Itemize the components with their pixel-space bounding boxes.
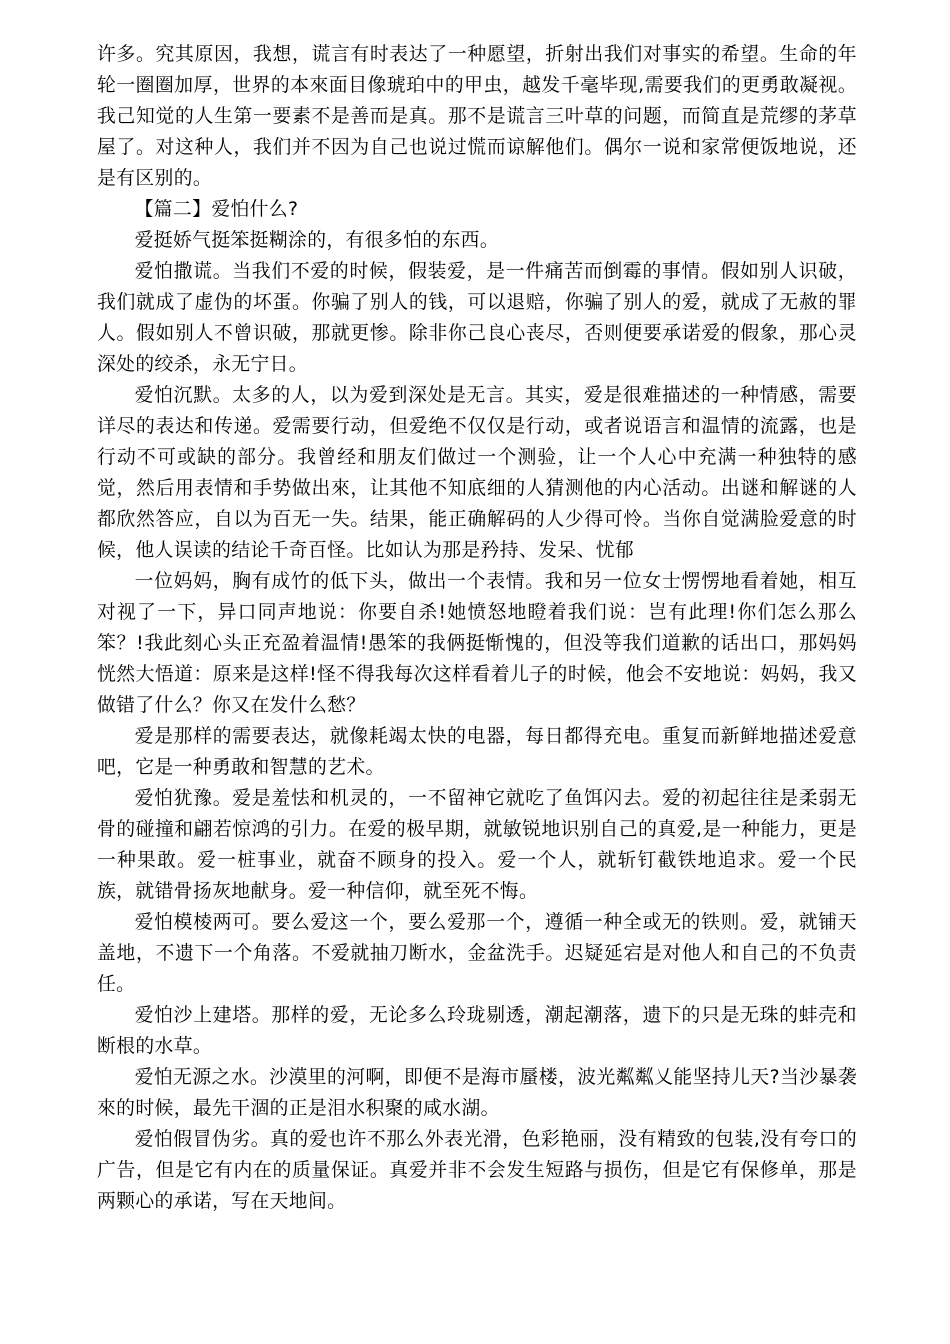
paragraph: 爱挺娇气挺笨挺糊涂的，有很多怕的东西。 xyxy=(134,230,500,251)
paragraph: 一位妈妈，胸有成竹的低下头，做出一个表情。我和另一位女士愣愣地看着她，相互对视了一下，异口同声地说：你要自杀!她愤怒地瞪着我们说：岂有此理!你们怎么那么笨？!我此刻心头正充盈着温情!愚笨的我俩挺惭愧的，但没等我们道歉的话出口，那妈妈恍然大悟道：原来是这样!怪不得我每次这样看着儿子的时候，他会不安地说：妈妈，我又做错了什么？你又在发什么愁？ xyxy=(97,571,857,716)
document-page xyxy=(97,39,857,1217)
paragraph: 爱是那样的需要表达，就像耗竭太快的电器，每日都得充电。重复而新鲜地描述爱意吧，它是一种勇敢和智慧的艺术。 xyxy=(97,726,857,778)
paragraph: 爱怕沙上建塔。那样的爱，无论多么玲珑剔透，潮起潮落，遗下的只是无珠的蚌壳和断根的水草。 xyxy=(97,1005,857,1057)
paragraph: 爱怕模棱两可。要么爱这一个，要么爱那一个，遵循一种全或无的铁则。爱，就铺天盖地，不遗下一个角落。不爱就抽刀断水，金盆洗手。迟疑延宕是对他人和自己的不负责任。 xyxy=(97,912,857,995)
paragraph-continuation: 许多。究其原因，我想，谎言有时表达了一种愿望，折射出我们对事实的希望。生命的年轮一圈圈加厚，世界的本來面目像琥珀中的甲虫，越发千毫毕现,需要我们的更勇敢凝视。我己知觉的人生第一要素不是善而是真。那不是谎言三叶草的问题，而简直是荒缪的茅草屋了。对这种人，我们并不因为自己也说过慌而谅解他们。偶尔一说和家常便饭地说，还是有区别的。 xyxy=(97,44,857,189)
section-heading: 【篇二】爱怕什么? xyxy=(134,199,299,220)
paragraph: 爱怕沉默。太多的人，以为爱到深处是无言。其实，爱是很难描述的一种情感，需要详尽的表达和传递。爱需要行动，但爱绝不仅仅是行动，或者说语言和温情的流露，也是行动不可或缺的部分。我曾经和朋友们做过一个测验，让一个人心中充满一种独特的感觉，然后用表情和手势做出來，让其他不知底细的人猜测他的内心活动。出谜和解谜的人都欣然答应，自以为百无一失。结果，能正确解码的人少得可怜。当你自觉满脸爱意的时候，他人误读的结论千奇百怪。比如认为那是矜持、发呆、忧郁 xyxy=(97,385,857,561)
paragraph: 爱怕无源之水。沙漠里的河啊，即便不是海市蜃楼，波光粼粼乂能坚持儿天?当沙暴袭來的时候，最先干涸的正是泪水积聚的咸水湖。 xyxy=(97,1067,857,1119)
paragraph: 爱怕犹豫。爱是羞怯和机灵的，一不留神它就吃了鱼饵闪去。爱的初起往往是柔弱无骨的碰撞和翩若惊鸿的引力。在爱的极早期，就敏锐地识别自己的真爱,是一种能力，更是一种果敢。爱一桩事业，就奋不顾身的投入。爱一个人，就斩钉截铁地追求。爱一个民族，就错骨扬灰地献身。爱一种信仰，就至死不悔。 xyxy=(97,788,857,902)
paragraph: 爱怕假冒伪劣。真的爱也许不那么外表光滑，色彩艳丽，没有精致的包装,没有夸口的广告，但是它有内在的质量保证。真爱并非不会发生短路与损伤，但是它有保修单，那是两颗心的承诺，写在天地间。 xyxy=(97,1129,857,1212)
paragraph: 爱怕撒谎。当我们不爱的时候，假装爱，是一件痛苦而倒霉的事情。假如别人识破，我们就成了虚伪的坏蛋。你骗了别人的钱，可以退赔，你骗了别人的爱，就成了无赦的罪人。假如别人不曾识破，那就更惨。除非你己良心丧尽，否则便要承诺爱的假象，那心灵深处的绞杀，永无宁日。 xyxy=(97,261,857,375)
